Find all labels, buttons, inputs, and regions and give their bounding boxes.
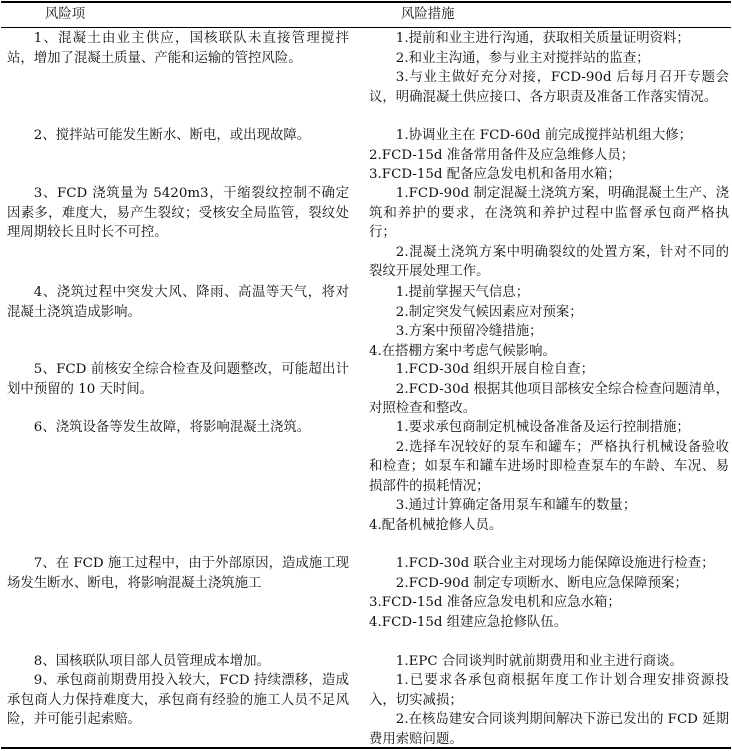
measure-item: 1.已要求各承包商根据年度工作计划合理安排资源投入，切实减损； bbox=[369, 673, 729, 708]
measures-row-9 bbox=[369, 671, 729, 749]
measure-item: 3.FCD-15d 配备应急发电机和备用水箱； bbox=[369, 167, 621, 183]
measure-item: 1.FCD-90d 制定混凝土浇筑方案，明确混凝土生产、浇筑和养护的要求，在浇筑和养护过程中监督承包商严格执行； bbox=[369, 186, 729, 241]
header-risk: 风险项 bbox=[45, 7, 86, 22]
measure-item: 2.和业主沟通，参与业主对搅拌站的监查； bbox=[395, 50, 650, 66]
risk-item-1: 1、混凝土由业主供应，国核联队未直接管理搅拌站，增加了混凝土质量、产能和运输的管控风险。 bbox=[7, 31, 349, 66]
measure-item: 1.要求承包商制定机械设备准备及运行控制措施； bbox=[395, 420, 690, 435]
measure-item: 3.通过计算确定备用泵车和罐车的数量； bbox=[395, 498, 637, 514]
measure-item: 2.选择车况较好的泵车和罐车；严格执行机械设备验收和检查；如泵车和罐车进场时即检查泵车的车龄、车况、易损部件的损耗情况； bbox=[369, 439, 729, 494]
header-measures: 风险措施 bbox=[401, 7, 455, 22]
measures-row-4 bbox=[369, 283, 729, 361]
measure-item: 2.制定突发气候因素应对预案； bbox=[395, 304, 583, 320]
table-bottom-rule bbox=[1, 747, 731, 749]
measure-item: 3.FCD-15d 准备应急发电机和应急水箱； bbox=[369, 595, 621, 611]
measure-item: 2.FCD-90d 制定专项断水、断电应急保障预案； bbox=[395, 575, 688, 591]
measures-row-5 bbox=[369, 360, 729, 419]
risk-item-5: 5、FCD 前核安全综合检查及问题整改，可能超出计划中预留的 10 天时间。 bbox=[7, 362, 349, 397]
measure-item: 2.FCD-15d 准备常用备件及应急维修人员； bbox=[369, 147, 635, 163]
measure-item: 1.FCD-30d 联合业主对现场力能保障设施进行检查； bbox=[395, 556, 715, 571]
measure-item: 4.在搭棚方案中考虑气候影响。 bbox=[369, 343, 556, 359]
risk-item-3: 3、FCD 浇筑量为 5420m3，干缩裂纹控制不确定因素多，难度大，易产生裂纹；受核安全局监管，裂纹处理周期较长且时长不可控。 bbox=[7, 186, 349, 241]
measure-item: 1.提前掌握天气信息； bbox=[395, 285, 530, 300]
measure-item: 4.FCD-15d 组建应急抢修队伍。 bbox=[369, 614, 568, 630]
measure-item: 1.提前和业主进行沟通，获取相关质量证明资料； bbox=[395, 31, 690, 46]
measure-item: 3.方案中预留冷缝措施； bbox=[395, 324, 543, 340]
measures-row-1 bbox=[369, 29, 729, 107]
measure-item: 2.混凝土浇筑方案中明确裂纹的处置方案，针对不同的裂纹开展处理工作。 bbox=[369, 244, 729, 280]
measures-row-7 bbox=[369, 554, 729, 632]
table-top-rule bbox=[1, 1, 731, 3]
measures-row-8 bbox=[369, 652, 729, 672]
measure-item: 1.协调业主在 FCD-60d 前完成搅拌站机组大修； bbox=[395, 128, 692, 143]
measure-item: 2.FCD-30d 根据其他项目部核安全综合检查问题清单，对照检查和整改。 bbox=[369, 381, 729, 417]
measures-row-2 bbox=[369, 126, 729, 185]
risk-item-8: 8、国核联队项目部人员管理成本增加。 bbox=[33, 654, 270, 669]
measures-row-6 bbox=[369, 418, 729, 536]
measure-item: 1.FCD-30d 组织开展自检自查； bbox=[395, 362, 595, 377]
measure-item: 1.EPC 合同谈判时就前期费用和业主进行商谈。 bbox=[395, 654, 683, 669]
risk-measures-table bbox=[1, 1, 731, 749]
measures-row-3 bbox=[369, 184, 729, 282]
risk-item-4: 4、浇筑过程中突发大风、降雨、高温等天气，将对混凝土浇筑造成影响。 bbox=[7, 285, 349, 320]
measure-item: 2.在核岛建安合同谈判期间解决下游已发出的 FCD 延期费用索赔问题。 bbox=[369, 712, 729, 747]
risk-item-6: 6、浇筑设备等发生故障，将影响混凝土浇筑。 bbox=[33, 420, 311, 435]
measure-item: 3.与业主做好充分对接，FCD-90d 后每月召开专题会议，明确混凝土供应接口、各方职责及准备工作落实情况。 bbox=[369, 70, 729, 105]
risk-item-9: 9、承包商前期费用投入较大，FCD 持续漂移，造成承包商人力保持难度大，承包商有经验的施工人员不足风险，并可能引起索赔。 bbox=[7, 673, 349, 728]
header-rule bbox=[1, 27, 731, 28]
risk-item-7: 7、在 FCD 施工过程中，由于外部原因，造成施工现场发生断水、断电，将影响混凝土浇筑施工 bbox=[7, 556, 349, 591]
risk-item-2: 2、搅拌站可能发生断水、断电，或出现故障。 bbox=[33, 128, 311, 143]
measure-item: 4.配备机械抢修人员。 bbox=[369, 517, 503, 533]
